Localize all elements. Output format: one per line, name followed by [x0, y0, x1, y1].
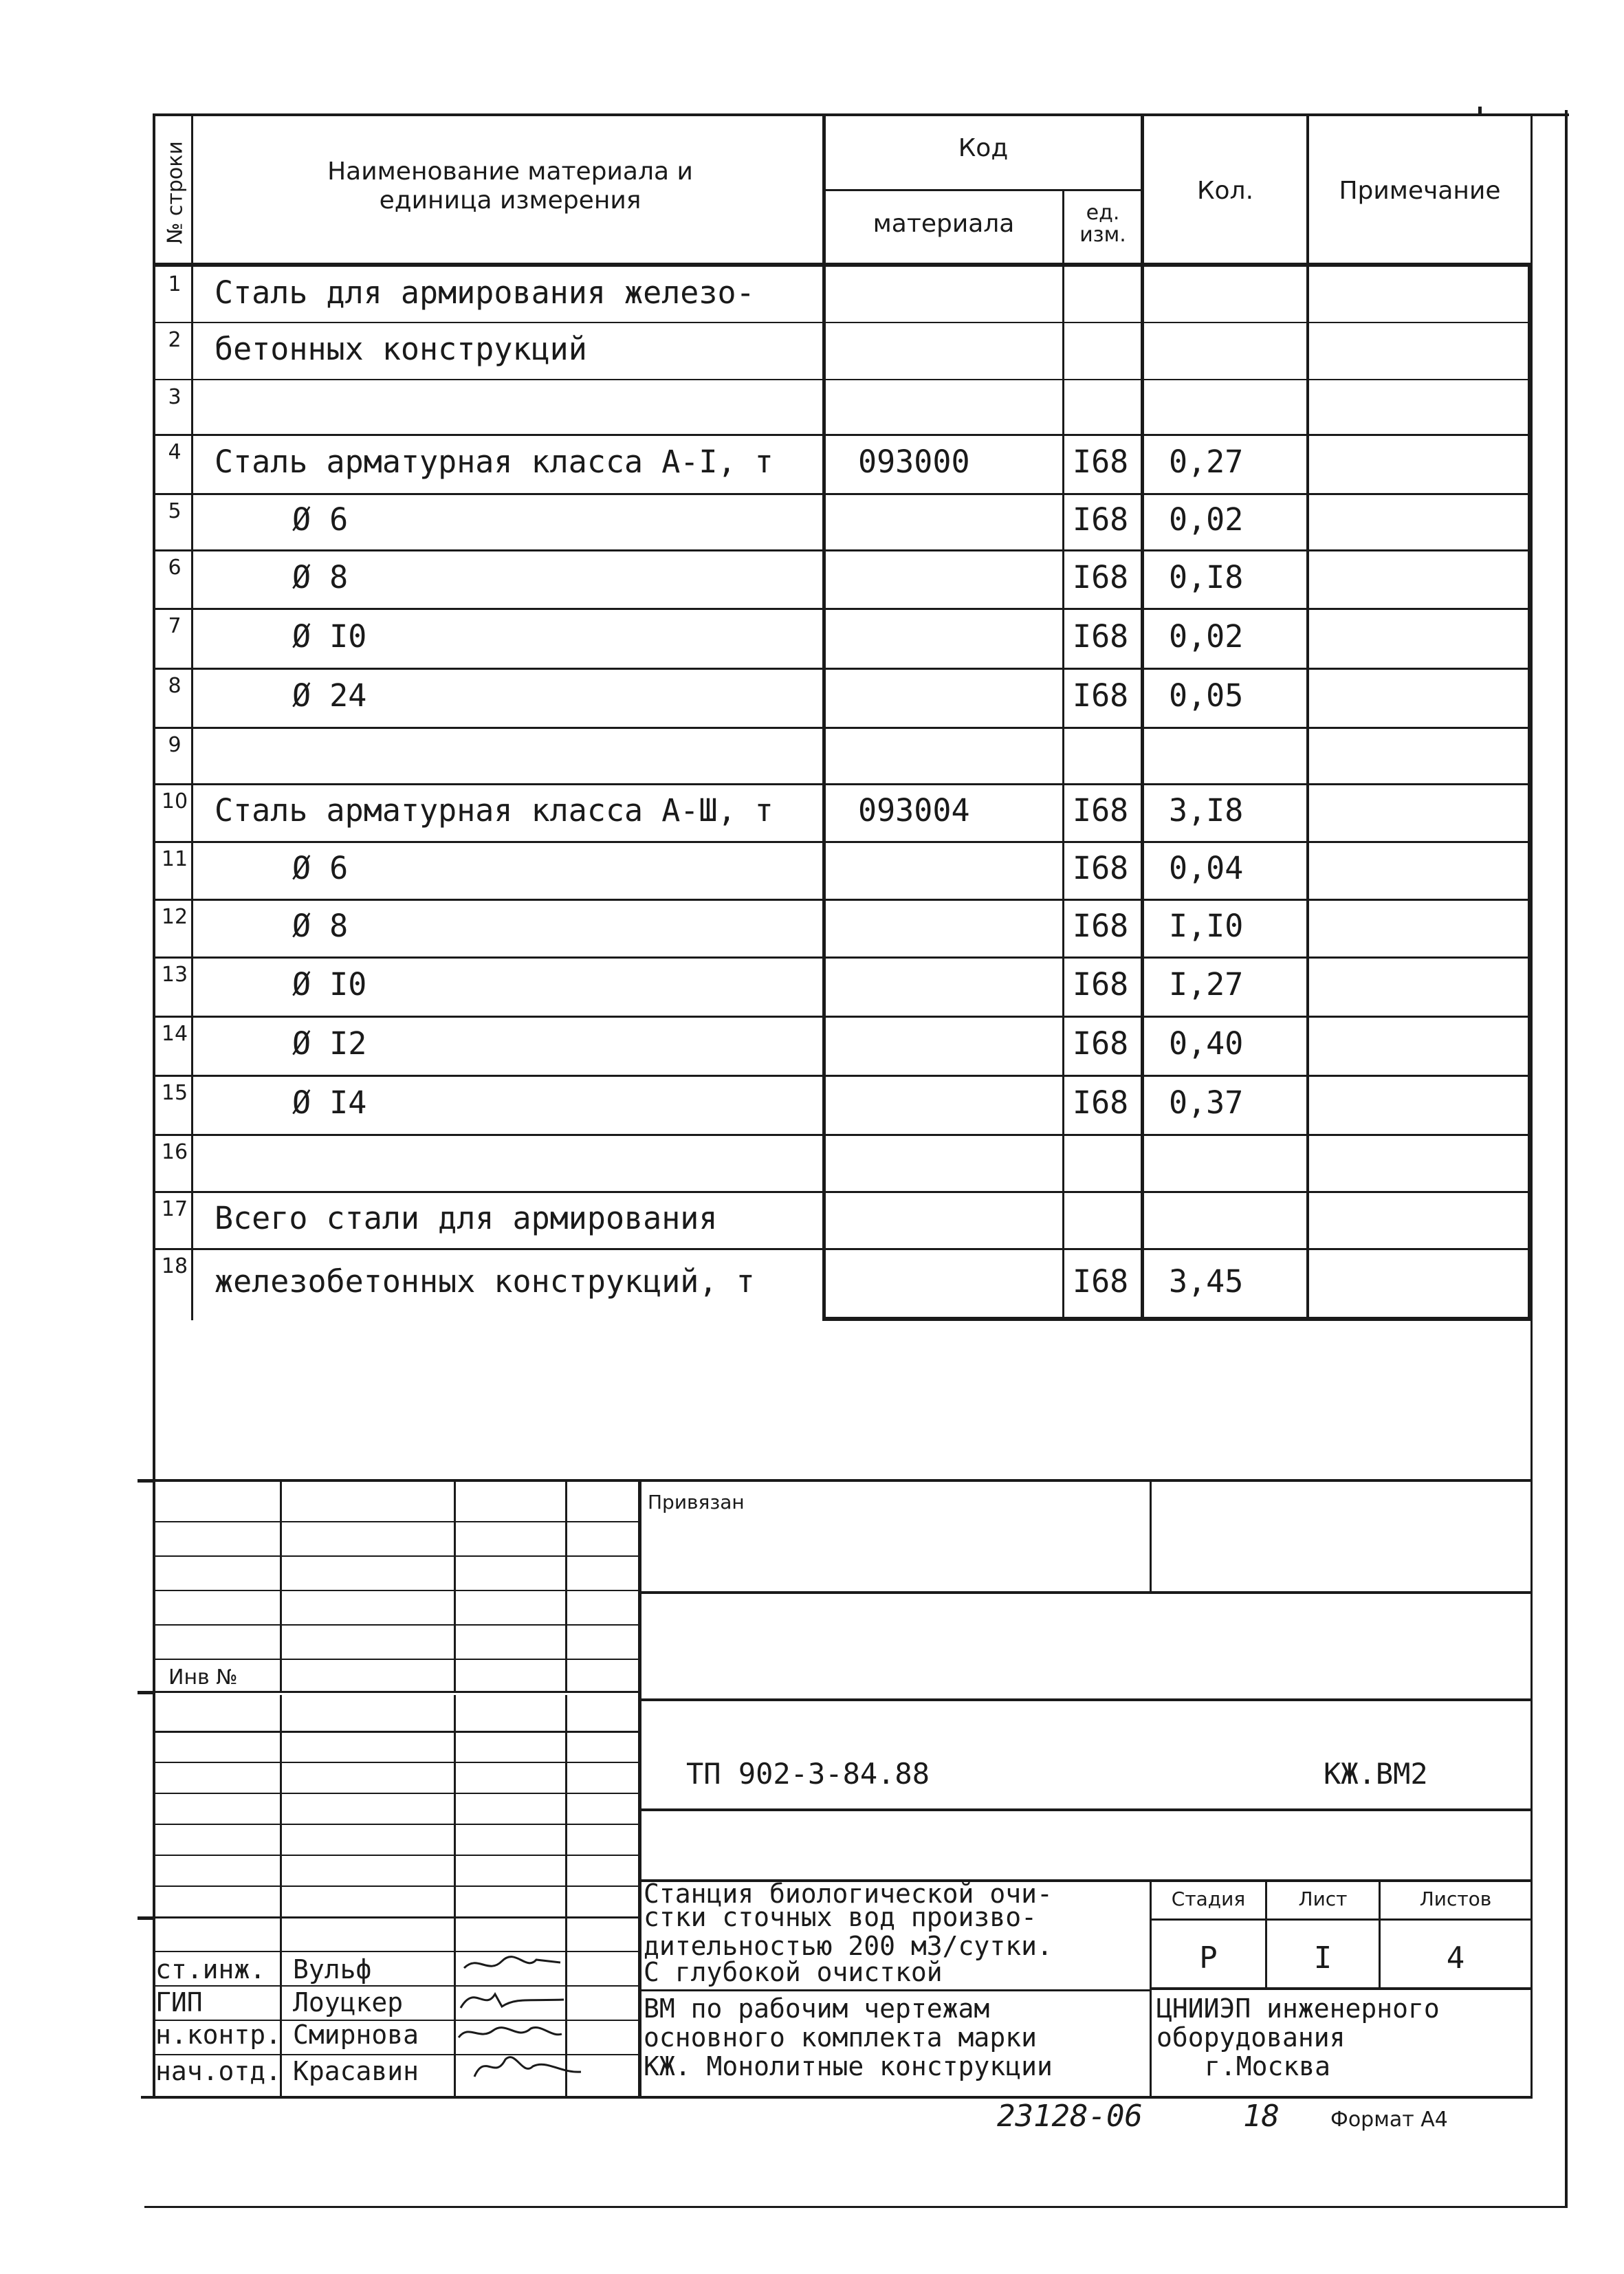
person-name-3: Смирнова — [293, 2020, 419, 2050]
row-unit-code: I68 — [1073, 677, 1129, 714]
project-line-2: стки сточных вод произво- — [644, 1902, 1037, 1932]
tb-main-v — [638, 1479, 641, 2097]
col-line-note — [1306, 113, 1309, 1320]
row-quantity: 0,04 — [1169, 850, 1244, 886]
tb-lh13 — [141, 1916, 639, 1918]
tb-lh9 — [155, 1793, 639, 1794]
row-quantity: 0,40 — [1169, 1025, 1244, 1062]
row-unit-code: I68 — [1073, 850, 1129, 886]
row-unit-code: I68 — [1073, 558, 1129, 595]
signature-3 — [455, 2013, 565, 2048]
row-divider — [155, 1134, 1530, 1136]
row-quantity: 0,02 — [1169, 501, 1244, 538]
edge-tick-1 — [138, 1479, 153, 1483]
row-number: 11 — [161, 847, 188, 871]
person-role-2: ГИП — [155, 1987, 203, 2018]
person-name-4: Красавин — [293, 2056, 419, 2086]
row-divider — [155, 1191, 1530, 1193]
privyazan-label: Привязан — [648, 1491, 745, 1513]
row-name: Ø 24 — [292, 677, 367, 714]
tb-rh5 — [639, 1989, 1152, 1991]
row-name: Ø 6 — [292, 850, 349, 886]
org-line-1: ЦНИИЭП инженерного — [1156, 1993, 1440, 2024]
row-divider — [155, 434, 1530, 436]
row-quantity: 3,I8 — [1169, 792, 1244, 829]
edge-tick-3 — [138, 1916, 153, 1920]
header-note: Примечание — [1339, 177, 1501, 205]
row-name: Всего стали для армирования — [215, 1199, 718, 1236]
row-name: Ø I2 — [292, 1025, 367, 1062]
header-row-no-label: № строки — [163, 141, 188, 244]
person-role-1: ст.инж. — [155, 1954, 266, 1985]
row-unit-code: I68 — [1073, 966, 1129, 1003]
tb-top-line — [141, 1479, 1533, 1482]
tb-stage-h2 — [1150, 1987, 1533, 1990]
tb-lh4 — [155, 1624, 639, 1626]
sheets-value: 4 — [1446, 1940, 1465, 1976]
row-divider — [155, 322, 1530, 323]
tb-stage-h1 — [1150, 1918, 1533, 1921]
row-name: Сталь арматурная класса А-I, т — [215, 444, 773, 480]
row-number: 13 — [161, 963, 188, 987]
row-quantity: 0,37 — [1169, 1084, 1244, 1121]
col-line-qty — [1141, 113, 1144, 1320]
row-divider — [155, 783, 1530, 785]
header-bottom-line — [155, 263, 1533, 267]
row-divider — [155, 956, 1530, 959]
header-qty: Кол. — [1196, 177, 1254, 205]
row-divider — [155, 668, 1530, 670]
person-role-4: нач.отд. — [155, 2056, 282, 2086]
sheet-value: I — [1313, 1940, 1332, 1976]
sheets-label: Листов — [1419, 1888, 1492, 1910]
row-unit-code: I68 — [1073, 617, 1129, 655]
tb-lh12 — [155, 1885, 639, 1887]
row-number: 1 — [168, 272, 182, 296]
row-divider — [155, 1075, 1530, 1077]
row-name: Сталь для армирования железо- — [215, 274, 755, 311]
header-code: Код — [958, 134, 1009, 162]
row-divider — [155, 1016, 1530, 1018]
row-quantity: 0,02 — [1169, 617, 1244, 655]
row-number: 17 — [161, 1197, 188, 1221]
person-role-3: н.контр. — [155, 2020, 282, 2050]
row-number: 10 — [161, 789, 188, 813]
person-name-2: Лоуцкер — [293, 1987, 404, 2018]
header-code-divider — [823, 189, 1143, 191]
header-name-line1: Наименование материала и — [327, 157, 693, 186]
header-row-no — [157, 117, 193, 265]
row-number: 9 — [168, 733, 182, 757]
row-name: Ø 6 — [292, 501, 349, 538]
row-divider — [155, 379, 1530, 380]
row-divider — [155, 549, 1530, 551]
tb-lh11 — [155, 1855, 639, 1856]
row-material-code: 093000 — [858, 444, 970, 480]
row-quantity: I,27 — [1169, 966, 1244, 1003]
row-divider — [155, 608, 1530, 610]
doc-number: ТП 902-3-84.88 — [686, 1757, 930, 1791]
row-number: 6 — [168, 556, 182, 580]
signature-4 — [468, 2046, 584, 2087]
row-unit-code: I68 — [1073, 1263, 1129, 1300]
row-number: 14 — [161, 1022, 188, 1046]
archive-number: 23128-06 — [997, 2099, 1143, 2134]
row-name: Ø I0 — [292, 966, 367, 1003]
row-number: 18 — [161, 1254, 188, 1278]
tb-lh10 — [155, 1824, 639, 1825]
row-number: 5 — [168, 499, 182, 523]
tb-rh3 — [639, 1808, 1533, 1811]
row-quantity: 0,27 — [1169, 444, 1244, 480]
row-name: Ø I0 — [292, 617, 367, 655]
tb-lh2 — [155, 1555, 639, 1557]
row-name: Ø 8 — [292, 558, 349, 595]
sheet-title-line-2: основного комплекта марки — [644, 2022, 1037, 2053]
edge-tick-2 — [138, 1691, 153, 1694]
row-unit-code: I68 — [1073, 908, 1129, 944]
row-quantity: 0,05 — [1169, 677, 1244, 714]
row-name: железобетонных конструкций, т — [215, 1263, 755, 1300]
row-quantity: I,I0 — [1169, 908, 1244, 944]
row-divider — [155, 493, 1530, 495]
org-line-3: г.Москва — [1205, 2051, 1331, 2081]
tb-privyazan-v — [1150, 1479, 1152, 1593]
row-name: Ø I4 — [292, 1084, 367, 1121]
row-divider — [155, 1248, 1530, 1250]
org-line-2: оборудования — [1156, 2022, 1346, 2053]
tb-lh6 — [141, 1691, 639, 1693]
sheet-title-line-1: ВМ по рабочим чертежам — [644, 1993, 990, 2024]
row-number: 15 — [161, 1081, 188, 1105]
table-bottom-line — [822, 1317, 1533, 1321]
row-unit-code: I68 — [1073, 501, 1129, 538]
row-unit-code: I68 — [1073, 444, 1129, 480]
tb-lh1 — [155, 1521, 639, 1522]
frame-top — [153, 113, 1569, 116]
header-unit-line1: ед. — [1086, 201, 1120, 225]
row-number: 2 — [168, 328, 182, 352]
tb-bottom-line — [141, 2096, 1533, 2099]
row-unit-code: I68 — [1073, 792, 1129, 829]
sheet-label: Лист — [1298, 1888, 1348, 1910]
col-line-unit — [1062, 189, 1064, 1320]
col-line-name — [822, 113, 826, 1320]
tb-lh8 — [155, 1762, 639, 1763]
header-name-line2: единица измерения — [379, 186, 641, 215]
row-material-code: 093004 — [858, 792, 970, 829]
project-line-1: Станция биологической очи- — [644, 1879, 1053, 1909]
frame-right-outer — [1565, 110, 1568, 2207]
row-number: 12 — [161, 905, 188, 929]
row-unit-code: I68 — [1073, 1084, 1129, 1121]
frame-left — [153, 113, 155, 2097]
stage-value: Р — [1199, 1940, 1218, 1976]
row-number: 4 — [168, 440, 182, 464]
header-material: материала — [873, 210, 1015, 238]
stage-label: Стадия — [1171, 1888, 1246, 1910]
row-unit-code: I68 — [1073, 1025, 1129, 1062]
tb-lh5 — [155, 1659, 639, 1660]
header-unit-line2: изм. — [1079, 223, 1126, 247]
row-name: Ø 8 — [292, 908, 349, 944]
row-number: 16 — [161, 1140, 188, 1164]
row-divider — [155, 899, 1530, 901]
tb-lh7 — [155, 1731, 639, 1733]
row-divider — [155, 841, 1530, 843]
row-number: 3 — [168, 385, 182, 409]
tb-rh1 — [639, 1591, 1533, 1594]
row-number: 7 — [168, 614, 182, 638]
col-line-right-bold — [1528, 263, 1532, 1320]
signature-2 — [454, 1980, 571, 2015]
row-name: бетонных конструкций — [215, 330, 587, 367]
project-line-4: С глубокой очисткой — [644, 1957, 943, 1987]
person-name-1: Вульф — [293, 1954, 372, 1985]
format-label: Формат А4 — [1330, 2108, 1448, 2132]
archive-page: 18 — [1243, 2099, 1280, 2134]
row-quantity: 3,45 — [1169, 1263, 1244, 1300]
tb-rh2 — [639, 1698, 1533, 1701]
row-divider — [155, 727, 1530, 729]
project-line-3: дительностью 200 м3/сутки. — [644, 1931, 1053, 1961]
sheet-title-line-3: КЖ. Монолитные конструкции — [644, 2051, 1053, 2081]
signature-1 — [461, 1947, 564, 1982]
frame-bottom-line — [144, 2206, 1568, 2208]
tb-left-v6 — [565, 1695, 567, 2097]
edge-tick-4 — [1478, 107, 1482, 116]
tb-lh3 — [155, 1590, 639, 1591]
row-name: Сталь арматурная класса А-Ш, т — [215, 792, 773, 829]
row-number: 8 — [168, 674, 182, 698]
tb-lh14 — [155, 1951, 639, 1952]
inv-no: Инв № — [168, 1665, 238, 1690]
row-quantity: 0,I8 — [1169, 558, 1244, 595]
doc-mark: КЖ.ВМ2 — [1324, 1757, 1428, 1791]
